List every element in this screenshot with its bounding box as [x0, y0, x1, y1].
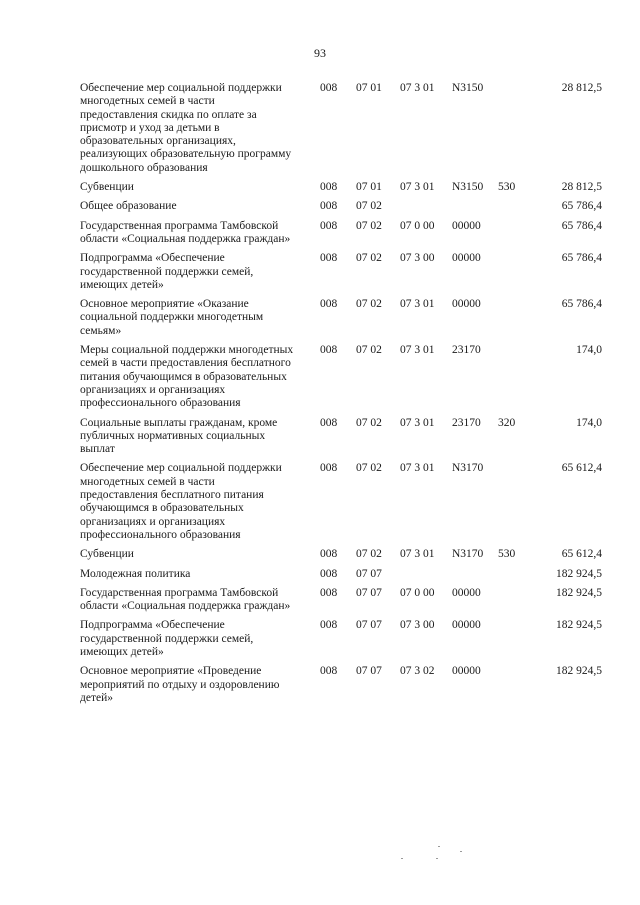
direction-code: 00000 — [452, 586, 481, 599]
amount: 65 612,4 — [561, 548, 602, 561]
amount: 65 786,4 — [561, 298, 602, 311]
section-code: 07 01 — [356, 181, 382, 194]
program-code: 07 3 01 — [400, 548, 435, 561]
table-row — [80, 587, 602, 614]
ministry-code: 008 — [320, 344, 338, 357]
section-code: 07 07 — [356, 665, 382, 678]
amount: 65 612,4 — [561, 462, 602, 475]
table-row — [80, 344, 602, 410]
amount: 182 924,5 — [556, 586, 602, 599]
ministry-code: 008 — [320, 416, 338, 429]
program-code: 07 3 00 — [400, 252, 435, 265]
amount: 182 924,5 — [556, 619, 602, 632]
program-code: 07 3 01 — [400, 462, 435, 475]
section-code: 07 02 — [356, 416, 382, 429]
program-code: 07 0 00 — [400, 219, 435, 232]
section-code: 07 02 — [356, 200, 382, 213]
program-code: 07 3 01 — [400, 416, 435, 429]
ministry-code: 008 — [320, 586, 338, 599]
ministry-code: 008 — [320, 548, 338, 561]
program-code: 07 0 00 — [400, 586, 435, 599]
scan-speck — [401, 858, 403, 859]
table-row — [80, 462, 602, 542]
row-name: Подпрограмма «Обеспечение государственной поддержки семей, имеющих детей» — [80, 252, 254, 291]
section-code: 07 07 — [356, 567, 382, 580]
direction-code: N3170 — [452, 462, 484, 475]
ministry-code: 008 — [320, 219, 338, 232]
program-code: 07 3 00 — [400, 619, 435, 632]
ministry-code: 008 — [320, 462, 338, 475]
section-code: 07 02 — [356, 219, 382, 232]
scan-speck — [460, 851, 462, 852]
row-name: Государственная программа Тамбовской области «Социальная поддержка граждан» — [80, 586, 291, 613]
table-row — [80, 181, 602, 194]
amount: 65 786,4 — [561, 200, 602, 213]
section-code: 07 07 — [356, 619, 382, 632]
section-code: 07 01 — [356, 82, 382, 94]
scan-speck — [438, 846, 440, 847]
program-code: 07 3 02 — [400, 665, 435, 678]
amount: 182 924,5 — [556, 665, 602, 678]
ministry-code: 008 — [320, 252, 338, 265]
direction-code: N3150 — [452, 181, 484, 194]
row-name: Государственная программа Тамбовской области «Социальная поддержка граждан» — [80, 219, 291, 245]
scan-speck — [436, 858, 438, 859]
program-code: 07 3 01 — [400, 181, 435, 194]
row-name: Общее образование — [80, 200, 177, 213]
ministry-code: 008 — [320, 619, 338, 632]
table-row — [80, 200, 602, 213]
amount: 28 812,5 — [561, 82, 602, 94]
expense-type-code: 320 — [498, 416, 516, 429]
expense-type-code: 530 — [498, 181, 516, 194]
ministry-code: 008 — [320, 298, 338, 311]
ministry-code: 008 — [320, 665, 338, 678]
row-name: Молодежная политика — [80, 567, 191, 580]
row-name: Субвенции — [80, 181, 134, 194]
program-code: 07 3 01 — [400, 344, 435, 357]
row-name: Основное мероприятие «Оказание социальной поддержки многодетным семьям» — [80, 298, 264, 337]
direction-code: 23170 — [452, 344, 481, 357]
table-row — [80, 252, 602, 292]
table-row — [80, 665, 602, 705]
row-name: Подпрограмма «Обеспечение государственной поддержки семей, имеющих детей» — [80, 619, 254, 658]
row-name: Обеспечение мер социальной поддержки многодетных семей в части предоставления бесплатного питания обучающимся в образовательных организациях и организациях профессионального образования — [80, 462, 282, 541]
row-name: Обеспечение мер социальной поддержки многодетных семей в части предоставления скидка по оплате за присмотр и уход за детьми в образовательных организациях, реализующих образовательную программу дошкольного образования — [80, 82, 292, 174]
table-row — [80, 82, 602, 175]
table-row — [80, 619, 602, 659]
direction-code: 00000 — [452, 619, 481, 632]
amount: 182 924,5 — [556, 567, 602, 580]
expense-type-code: 530 — [498, 548, 516, 561]
ministry-code: 008 — [320, 200, 338, 213]
budget-table — [80, 82, 602, 711]
direction-code: N3170 — [452, 548, 484, 561]
amount: 28 812,5 — [561, 181, 602, 194]
amount: 174,0 — [576, 344, 602, 357]
table-row — [80, 220, 602, 247]
section-code: 07 02 — [356, 252, 382, 265]
amount: 65 786,4 — [561, 252, 602, 265]
section-code: 07 02 — [356, 462, 382, 475]
table-row — [80, 417, 602, 457]
direction-code: 00000 — [452, 665, 481, 678]
direction-code: 00000 — [452, 252, 481, 265]
row-name: Меры социальной поддержки многодетных семей в части предоставления бесплатного питания обучающимся в образовательных организациях и организациях профессионального образования — [80, 344, 294, 410]
ministry-code: 008 — [320, 181, 338, 194]
ministry-code: 008 — [320, 567, 338, 580]
section-code: 07 02 — [356, 548, 382, 561]
direction-code: 00000 — [452, 219, 481, 232]
amount: 65 786,4 — [561, 219, 602, 232]
table-row — [80, 548, 602, 561]
direction-code: 23170 — [452, 416, 481, 429]
table-row — [80, 568, 602, 581]
row-name: Социальные выплаты гражданам, кроме публичных нормативных социальных выплат — [80, 416, 278, 456]
row-name: Основное мероприятие «Проведение мероприятий по отдыху и оздоровлению детей» — [80, 665, 280, 704]
direction-code: N3150 — [452, 82, 484, 94]
program-code: 07 3 01 — [400, 82, 435, 94]
section-code: 07 02 — [356, 298, 382, 311]
amount: 174,0 — [576, 416, 602, 429]
section-code: 07 02 — [356, 344, 382, 357]
table-row — [80, 298, 602, 338]
page-number: 93 — [314, 46, 326, 60]
row-name: Субвенции — [80, 548, 134, 561]
ministry-code: 008 — [320, 82, 338, 94]
section-code: 07 07 — [356, 586, 382, 599]
program-code: 07 3 01 — [400, 298, 435, 311]
direction-code: 00000 — [452, 298, 481, 311]
